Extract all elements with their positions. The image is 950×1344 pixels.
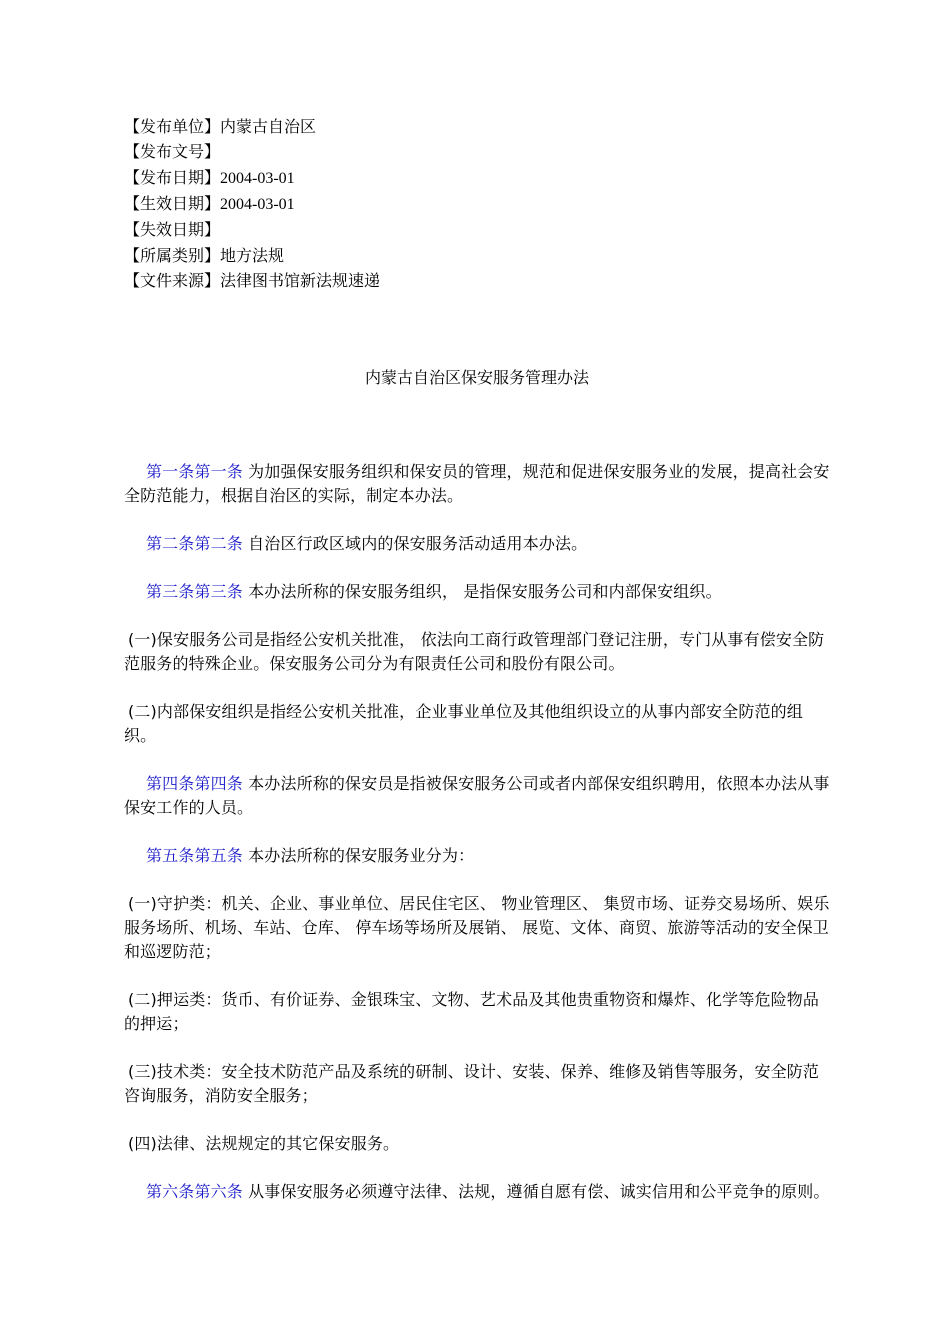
meta-source-key: 【文件来源】 xyxy=(124,271,221,290)
article-5-item-1 xyxy=(124,892,834,964)
article-text: 本办法所称的保安员是指被保安服务公司或者内部保安组织聘用，依照本办法从事保安工作的人员。 xyxy=(124,774,830,817)
meta-publisher xyxy=(124,114,834,139)
article-2 xyxy=(124,532,834,556)
item-text: (三)技术类：安全技术防范产品及系统的研制、设计、安装、保养、维修及销售等服务，安全防范咨询服务，消防安全服务； xyxy=(124,1062,820,1105)
article-number-link[interactable]: 第六条第六条 xyxy=(146,1182,243,1201)
article-4 xyxy=(124,772,834,820)
meta-publisher-key: 【发布单位】 xyxy=(124,117,221,136)
meta-publish-date-value: 2004-03-01 xyxy=(220,170,295,187)
article-6 xyxy=(124,1180,834,1204)
meta-effective-date-value: 2004-03-01 xyxy=(220,196,295,213)
article-text: 为加强保安服务组织和保安员的管理，规范和促进保安服务业的发展，提高社会安全防范能力，根据自治区的实际，制定本办法。 xyxy=(124,462,830,505)
article-number-link[interactable]: 第五条第五条 xyxy=(146,846,243,865)
article-5-item-2 xyxy=(124,988,834,1036)
article-3-item-2 xyxy=(124,700,834,748)
article-number-link[interactable]: 第一条第一条 xyxy=(146,462,243,481)
article-text: 本办法所称的保安服务组织， 是指保安服务公司和内部保安组织。 xyxy=(242,582,722,601)
meta-doc-number-key: 【发布文号】 xyxy=(124,142,221,161)
article-text: 从事保安服务必须遵守法律、法规，遵循自愿有偿、诚实信用和公平竞争的原则。 xyxy=(242,1182,830,1201)
meta-category-key: 【所属类别】 xyxy=(124,246,221,265)
meta-publisher-value: 内蒙古自治区 xyxy=(220,117,317,136)
meta-category-value: 地方法规 xyxy=(220,246,285,265)
meta-doc-number xyxy=(124,139,834,165)
meta-effective-date xyxy=(124,191,834,217)
article-1 xyxy=(124,460,834,508)
document-page xyxy=(124,114,834,1228)
meta-publish-date-key: 【发布日期】 xyxy=(124,168,221,187)
article-3 xyxy=(124,580,834,604)
meta-publish-date xyxy=(124,165,834,191)
item-text: (二)押运类：货币、有价证券、金银珠宝、文物、艺术品及其他贵重物资和爆炸、化学等危险物品的押运； xyxy=(124,990,820,1033)
item-text: (一)守护类：机关、企业、事业单位、居民住宅区、 物业管理区、 集贸市场、证券交易场所、娱乐服务场所、机场、车站、仓库、 停车场等场所及展销、 展览、文体、商贸、旅游等活动的安全保卫和巡逻防范； xyxy=(124,894,830,961)
article-number-link[interactable]: 第二条第二条 xyxy=(146,534,243,553)
document-title: 内蒙古自治区保安服务管理办法 xyxy=(364,368,589,387)
document-body xyxy=(124,460,834,1204)
meta-source-value: 法律图书馆新法规速递 xyxy=(220,271,381,290)
meta-source xyxy=(124,268,834,293)
item-text: (四)法律、法规规定的其它保安服务。 xyxy=(128,1134,400,1153)
article-text: 本办法所称的保安服务业分为： xyxy=(242,846,475,865)
metadata-block xyxy=(124,114,834,293)
meta-category xyxy=(124,243,834,268)
article-5 xyxy=(124,844,834,868)
article-5-item-3 xyxy=(124,1060,834,1108)
article-number-link[interactable]: 第三条第三条 xyxy=(146,582,243,601)
meta-expiry-date-key: 【失效日期】 xyxy=(124,220,221,239)
article-text: 自治区行政区域内的保安服务活动适用本办法。 xyxy=(242,534,588,553)
item-text: (二)内部保安组织是指经公安机关批准，企业事业单位及其他组织设立的从事内部安全防范的组织。 xyxy=(124,702,803,745)
article-5-item-4 xyxy=(124,1132,834,1156)
article-3-item-1 xyxy=(124,628,834,676)
article-number-link[interactable]: 第四条第四条 xyxy=(146,774,243,793)
item-text: (一)保安服务公司是指经公安机关批准， 依法向工商行政管理部门登记注册，专门从事有偿安全防范服务的特殊企业。保安服务公司分为有限责任公司和股份有限公司。 xyxy=(124,630,825,673)
meta-expiry-date xyxy=(124,217,834,243)
meta-effective-date-key: 【生效日期】 xyxy=(124,194,221,213)
